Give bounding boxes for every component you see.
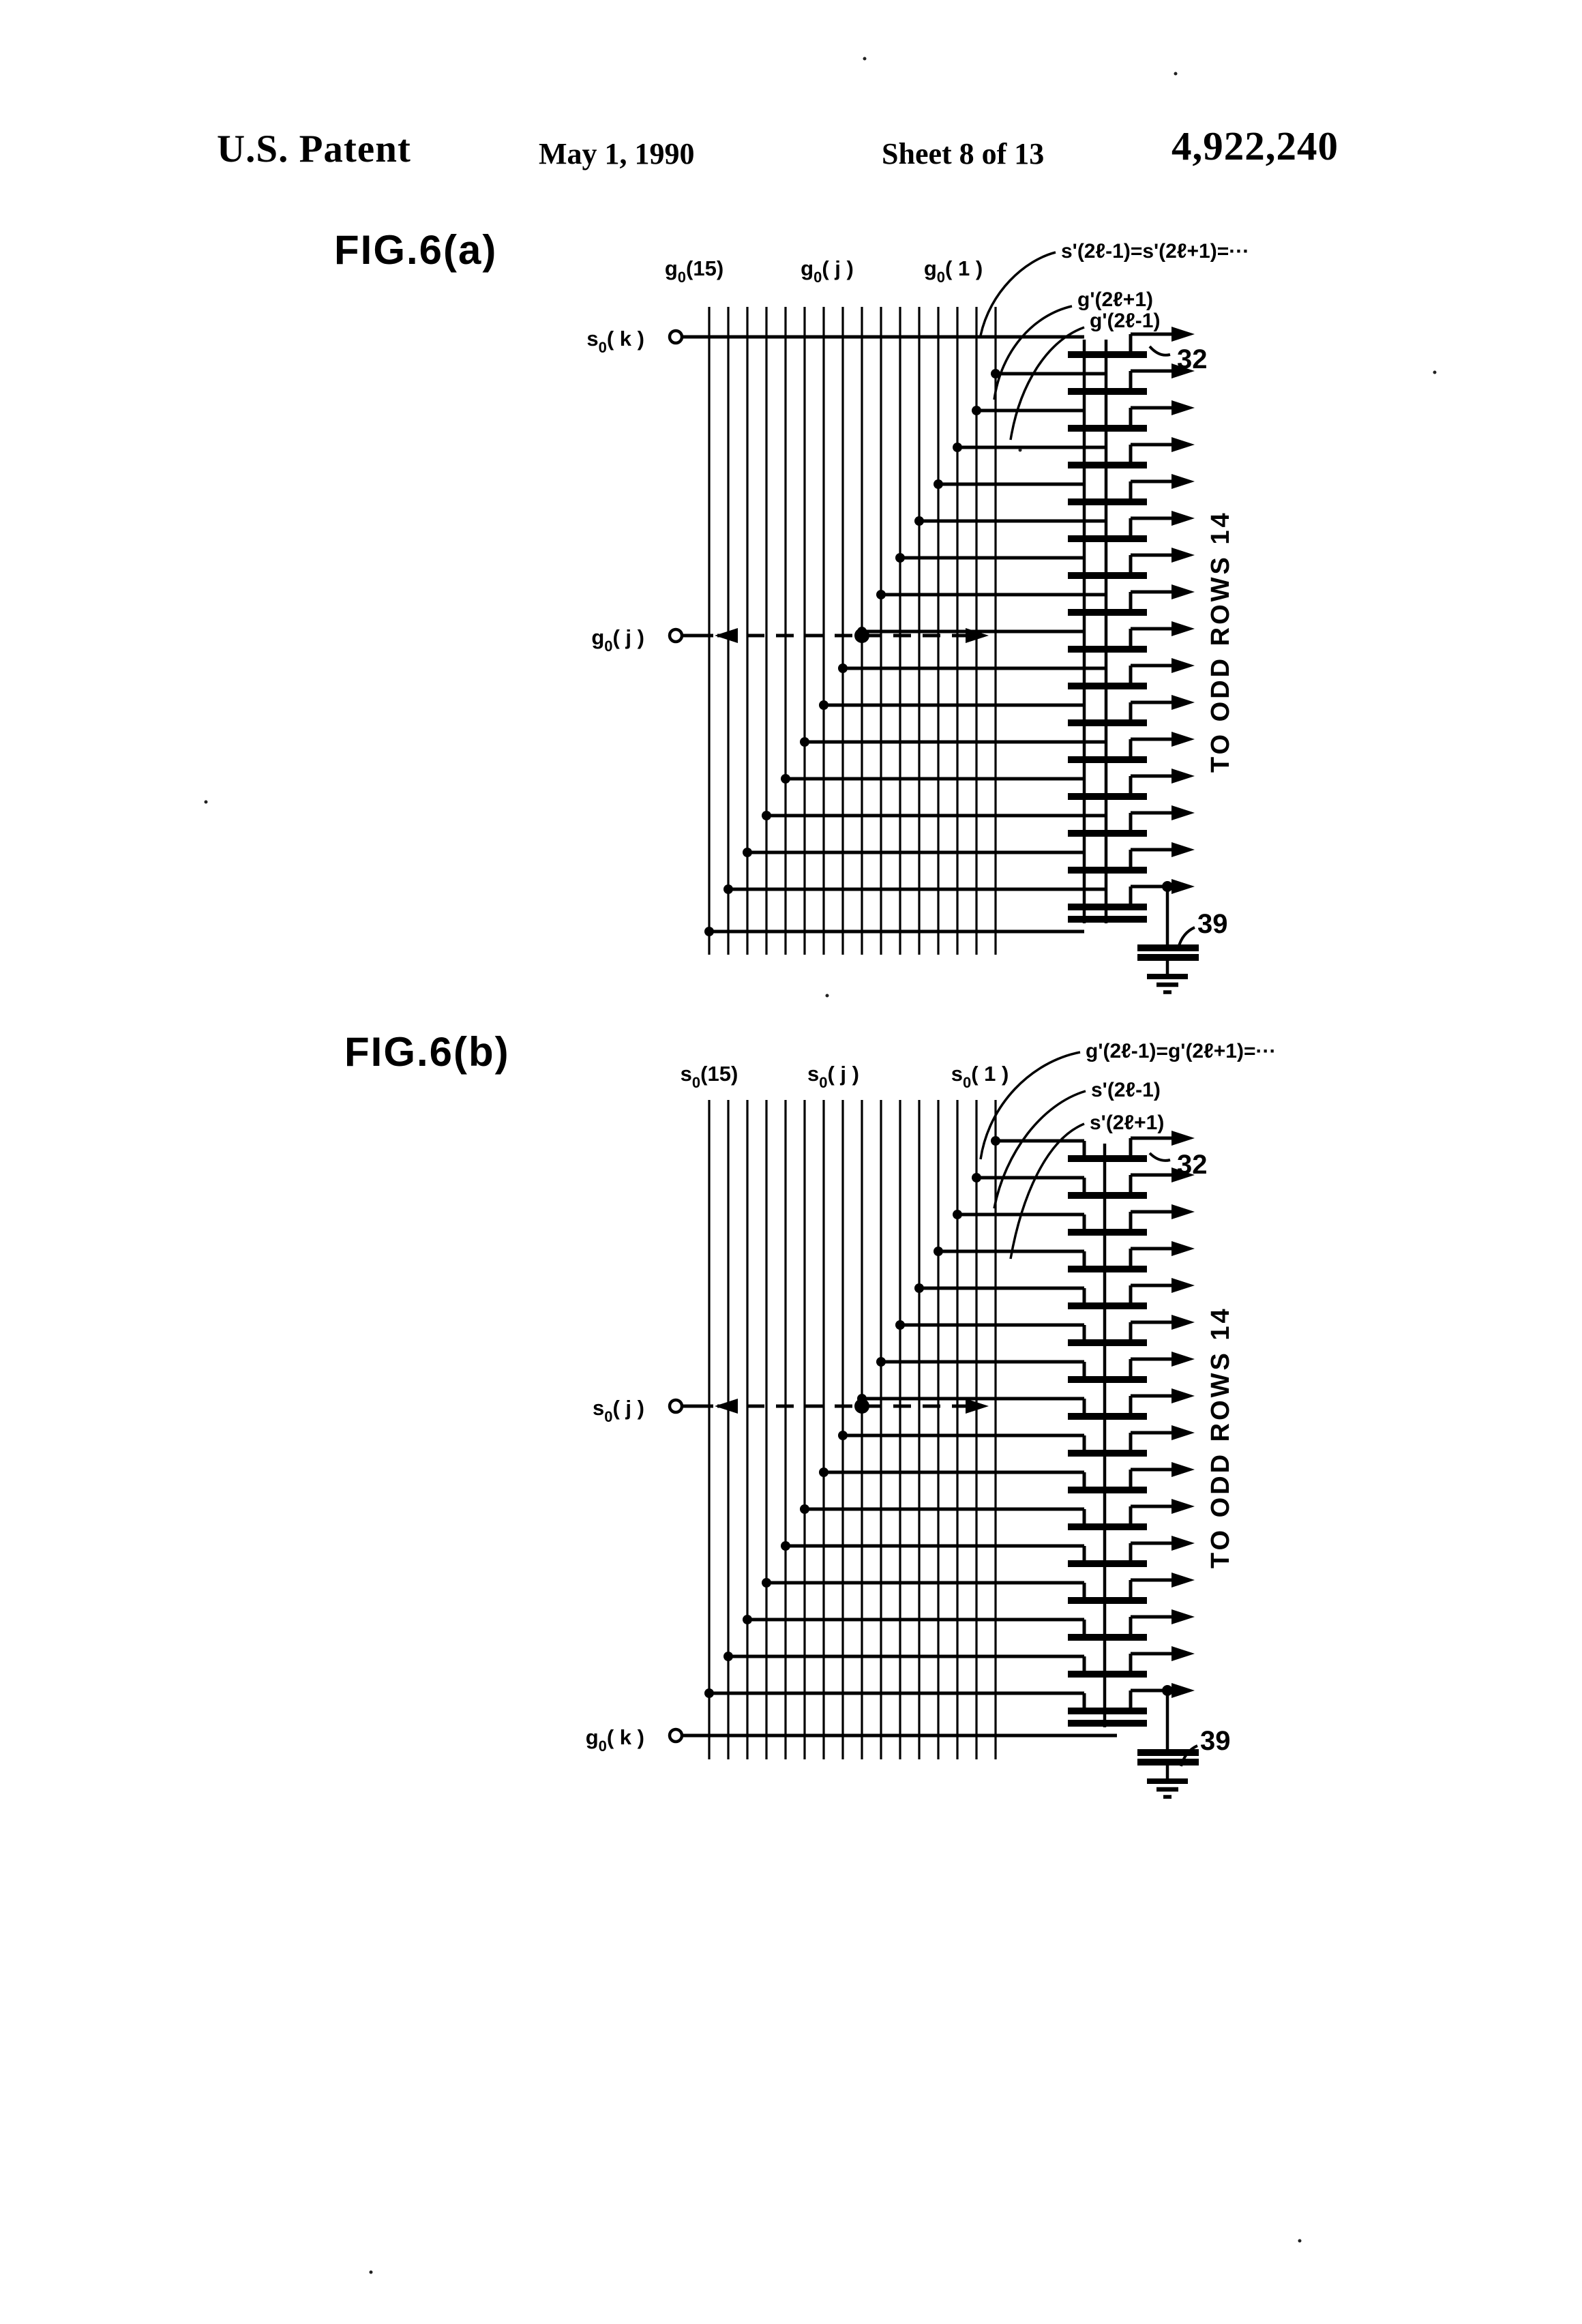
fig-6a-select-line: [591, 625, 989, 655]
patent-header-number: 4,922,240: [1171, 123, 1339, 168]
fig-6b-column-labels: [681, 1062, 1009, 1091]
fig-6b-column-label-2: $s_0$( 1 ): [951, 1062, 1009, 1091]
fig-6b-bottom-terminal: [670, 1729, 682, 1742]
fig-6a-title: FIG.6(a): [334, 227, 498, 273]
patent-header-sheet: Sheet 8 of 13: [882, 137, 1045, 170]
fig-6b-ref-39-label: 39: [1200, 1726, 1231, 1756]
fig-6a-callout-0: s'(2ℓ-1)=s'(2ℓ+1)=···: [1061, 240, 1250, 263]
fig-6b-callouts: [981, 1040, 1276, 1259]
fig-6b-callout-0: g'(2ℓ-1)=g'(2ℓ+1)=···: [1086, 1040, 1277, 1062]
fig-6a-middle-terminal-label: $g_0$( j ): [591, 625, 644, 655]
fig-6a-callout-1: g'(2ℓ+1): [1077, 288, 1153, 311]
fig-6a-ref-39: [1178, 909, 1228, 948]
fig-6a-column-label-1: $g_0$( j ): [801, 256, 854, 286]
fig-6b-ground-icon: [1147, 1766, 1188, 1797]
fig-6b-callout-2: s'(2ℓ+1): [1090, 1112, 1165, 1134]
fig-6b-side-label: TO ODD ROWS 14: [1206, 1306, 1235, 1568]
fig-6b-column-label-1: $s_0$( j ): [807, 1062, 859, 1091]
fig-6b-gate-bars: [1068, 1159, 1147, 1723]
fig-6a-callout-2: g'(2ℓ-1): [1090, 310, 1161, 332]
fig-6a-ref-39-label: 39: [1197, 909, 1228, 939]
fig-6a-side-label: TO ODD ROWS 14: [1206, 510, 1235, 773]
fig-6a-terminals: [586, 327, 682, 356]
fig-6b-middle-terminal-label: $s_0$( j ): [593, 1396, 644, 1425]
patent-header-title: U.S. Patent: [217, 128, 411, 170]
fig-6b-diagram: [586, 1040, 1277, 1797]
fig-6b-callout-1: s'(2ℓ-1): [1091, 1079, 1161, 1101]
fig-6a-ground-icon: [1147, 961, 1188, 992]
fig-6a-diagram: [586, 240, 1249, 992]
fig-6b-column-label-0: $s_0(15)$: [680, 1062, 738, 1091]
fig-6b-bottom-terminal-label: $g_0$( k ): [585, 1725, 644, 1755]
patent-header-date: May 1, 1990: [539, 137, 695, 170]
fig-6b-title: FIG.6(b): [344, 1029, 510, 1075]
fig-6a-top-terminal: [670, 331, 682, 343]
fig-6a-column-labels: [665, 256, 983, 286]
fig-6b-middle-terminal: [670, 1400, 682, 1412]
scan-specks: [205, 57, 1437, 2274]
fig-6b-terminals: [586, 1725, 682, 1755]
fig-6a-top-terminal-label: $s_0$( k ): [586, 327, 644, 356]
fig-6a-ref-32-label: 32: [1177, 344, 1208, 374]
fig-6a-column-label-2: $g_0$( 1 ): [923, 256, 983, 286]
fig-6a-column-label-0: $g_0(15)$: [664, 256, 724, 286]
fig-6a-middle-terminal: [670, 629, 682, 642]
fig-6b-bus-lines: [709, 1100, 996, 1759]
fig-6b-ref-32-label: 32: [1177, 1150, 1208, 1180]
